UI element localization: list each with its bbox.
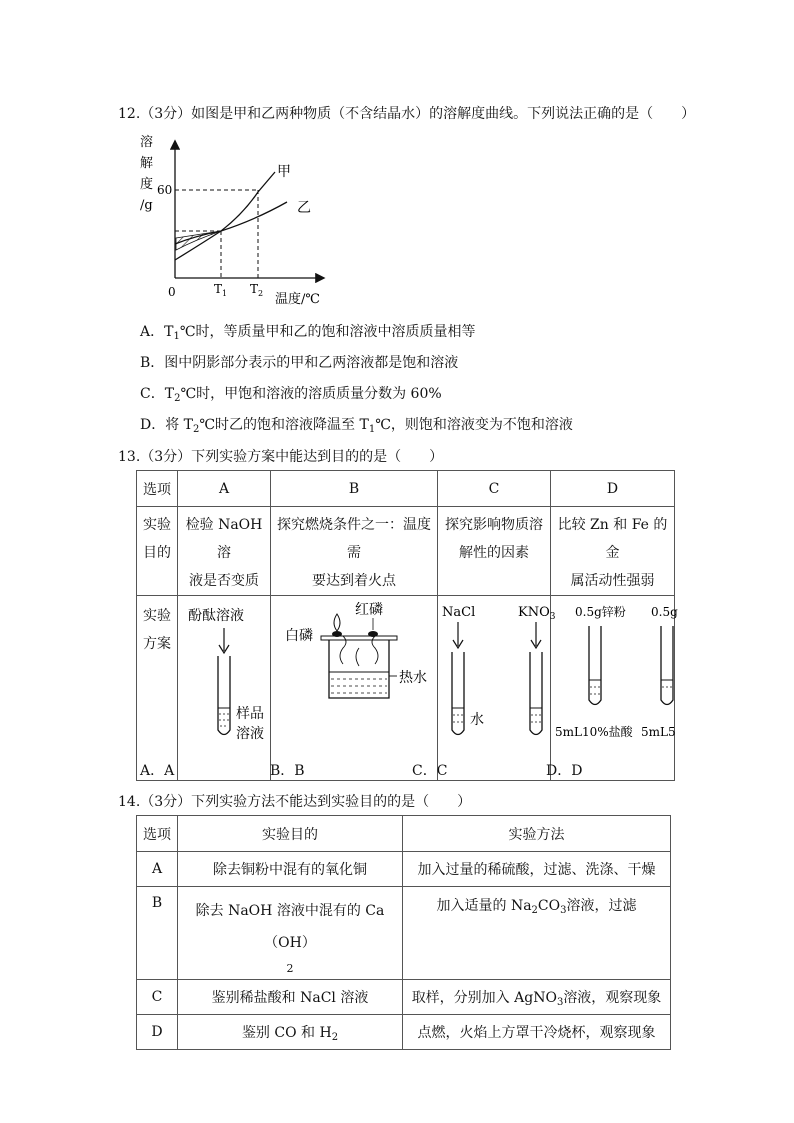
b-red-label: 红磷 xyxy=(355,602,383,618)
a-sample-2: 溶液 xyxy=(236,726,264,742)
table-row xyxy=(137,1015,671,1050)
c-kno3-label: $KNO_3$ xyxy=(518,605,556,622)
q14-h-purpose: 实验目的 xyxy=(178,816,403,852)
q14-row-c-option: C xyxy=(137,980,178,1015)
t1-label: $T_1$ xyxy=(214,282,228,298)
q13-purpose-d: 比较 Zn 和 Fe 的金 属活动性强弱 xyxy=(551,507,675,596)
q14-table xyxy=(136,815,671,1050)
solubility-graph xyxy=(135,132,335,307)
q14-row-c-purpose: 鉴别稀盐酸和 NaCl 溶液 xyxy=(178,980,403,1015)
q13-answer-d: D．D xyxy=(546,763,583,779)
q14-h-method: 实验方法 xyxy=(403,816,671,852)
q12-option-d: D．将 $T_2℃$时乙的饱和溶液降温至 $T_1℃$，则饱和溶液变为不饱和溶液 xyxy=(140,417,573,435)
table-row xyxy=(137,980,671,1015)
q13-purpose-b: 探究燃烧条件之一：温度需 要达到着火点 xyxy=(271,507,438,596)
q13-purpose-c: 探究影响物质溶 解性的因素 xyxy=(438,507,551,596)
ylabel-2: 解 xyxy=(140,156,154,171)
q13-table xyxy=(136,470,678,781)
q12-option-c: C．$T_2℃$时，甲饱和溶液的溶质质量分数为 60% xyxy=(140,386,442,404)
c-nacl-label: NaCl xyxy=(442,605,476,620)
q13-scheme-d xyxy=(551,596,678,781)
q14-row-d-purpose: 鉴别 CO 和 $H_2$ xyxy=(178,1015,403,1050)
q13-scheme-a xyxy=(178,596,271,781)
q14-row-d-method: 点燃，火焰上方罩干冷烧杯，观察现象 xyxy=(403,1015,671,1050)
q13-answer-c: C．C xyxy=(412,763,448,779)
ylabel-1: 溶 xyxy=(140,135,154,150)
label-yi: 乙 xyxy=(297,200,311,216)
q14-row-d-option: D xyxy=(137,1015,178,1050)
q13-h-b: B xyxy=(271,471,438,507)
q13-answer-a: A．A xyxy=(140,763,175,779)
q12-option-b: B．图中阴影部分表示的甲和乙两溶液都是饱和溶液 xyxy=(140,355,459,371)
d-zinc-label: 0.5g锌粉 xyxy=(575,605,626,619)
c-water-label: 水 xyxy=(470,712,484,728)
t2-label: $T_2$ xyxy=(250,282,264,298)
q13-scheme-b xyxy=(271,596,438,781)
ylabel-4: /g xyxy=(140,198,153,213)
q14-row-a-purpose: 除去铜粉中混有的氧化铜 xyxy=(178,852,403,887)
q13-purpose-a: 检验 NaOH 溶 液是否变质 xyxy=(178,507,271,596)
scheme-a-drawing xyxy=(178,596,270,776)
q14-row-a-option: A xyxy=(137,852,178,887)
xlabel: 温度/℃ xyxy=(275,292,320,307)
b-white-label: 白磷 xyxy=(285,628,313,644)
q14-row-c-method: 取样，分别加入 AgNO$_3$溶液，观察现象 xyxy=(403,980,671,1015)
scheme-d-drawing xyxy=(551,596,678,776)
d-acid-label: 5mL10%盐酸 xyxy=(555,725,633,739)
q12-option-a: A．$T_1℃$时，等质量甲和乙的饱和溶液中溶质质量相等 xyxy=(140,324,476,342)
q13-h-c: C xyxy=(438,471,551,507)
q14-row-b-purpose: 除去 NaOH 溶液中混有的 Ca（OH） 2 xyxy=(178,887,403,980)
a-test-tube xyxy=(218,656,230,735)
tick-60: 60 xyxy=(157,183,173,197)
d-test-tube-2 xyxy=(661,626,673,705)
q12-stem: 12.（3分）如图是甲和乙两种物质（不含结晶水）的溶解度曲线。下列说法正确的是（ ） xyxy=(118,106,696,122)
ylabel-3: 度 xyxy=(140,177,154,192)
a-sample-1: 样品 xyxy=(236,706,264,722)
table-row xyxy=(137,887,671,980)
q14-row-a-method: 加入过量的稀硫酸，过滤、洗涤、干燥 xyxy=(403,852,671,887)
q13-stem: 13.（3分）下列实验方案中能达到目的的是（ ） xyxy=(118,449,444,465)
q13-h-a: A xyxy=(178,471,271,507)
d-acid2-label: 5mL5 xyxy=(641,725,676,739)
q14-row-b-option: B xyxy=(137,887,178,980)
a-reagent-label: 酚酞溶液 xyxy=(188,608,244,624)
q13-purpose-label: 实验 目的 xyxy=(137,507,178,596)
scheme-c-drawing xyxy=(438,596,556,776)
q13-h-d: D xyxy=(551,471,675,507)
q13-answer-b: B．B xyxy=(270,763,305,779)
flame-icon xyxy=(334,614,340,631)
b-water-label: 热水 xyxy=(399,670,427,686)
scheme-b-drawing xyxy=(271,596,437,776)
q14-h-option: 选项 xyxy=(137,816,178,852)
q13-scheme-c xyxy=(438,596,556,781)
q13-h-option: 选项 xyxy=(137,471,178,507)
q13-scheme-label: 实验 方案 xyxy=(137,596,178,781)
table-row xyxy=(137,852,671,887)
d-test-tube-1 xyxy=(589,626,601,705)
d-other-label: 0.5g xyxy=(651,605,678,619)
q14-row-b-method: 加入适量的 $Na_2CO_3$溶液，过滤 xyxy=(403,887,671,980)
label-jia: 甲 xyxy=(277,164,291,180)
q14-stem: 14.（3分）下列实验方法不能达到实验目的的是（ ） xyxy=(118,794,472,810)
origin-label: 0 xyxy=(168,285,176,299)
